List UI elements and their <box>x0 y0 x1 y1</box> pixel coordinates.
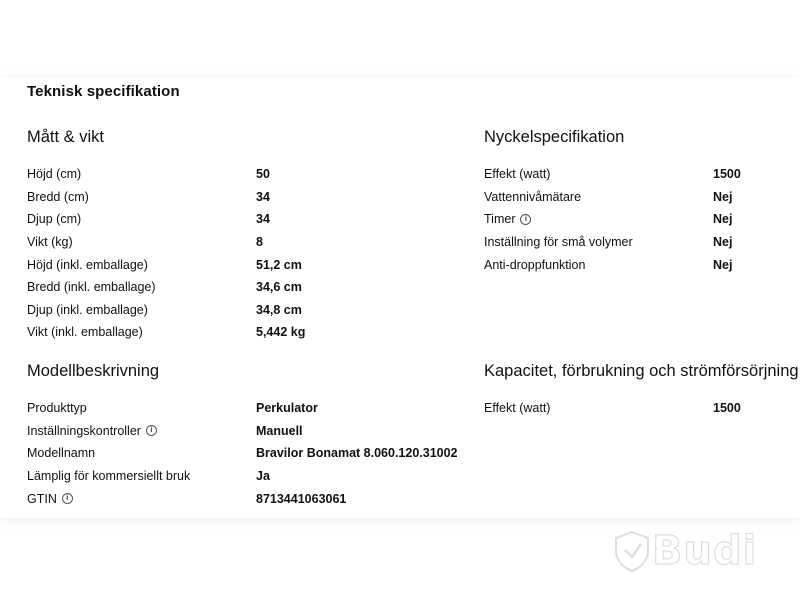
section-heading: Kapacitet, förbrukning och strömförsörjning <box>484 362 799 380</box>
spec-value: Nej <box>713 189 733 204</box>
shield-logo-icon <box>612 529 652 573</box>
spec-value: 1500 <box>713 401 741 416</box>
spec-row <box>484 397 799 420</box>
spec-value: Nej <box>713 212 733 227</box>
spec-label-text: Djup (inkl. emballage) <box>27 302 148 317</box>
spec-label-text: GTIN <box>27 491 57 506</box>
spec-value: Ja <box>256 469 270 484</box>
section-matt-vikt <box>27 127 305 344</box>
spec-label-text: Inställningskontroller <box>27 423 141 438</box>
spec-label <box>484 258 713 272</box>
spec-label <box>27 190 256 204</box>
spec-value: Perkulator <box>256 401 318 416</box>
section-heading: Mått & vikt <box>27 128 105 146</box>
spec-value: 1500 <box>713 167 741 182</box>
spec-row <box>27 208 305 231</box>
spec-row <box>27 231 305 254</box>
spec-row <box>27 420 458 443</box>
spec-row <box>27 299 305 322</box>
spec-label-text: Vikt (inkl. emballage) <box>27 325 143 340</box>
spec-row <box>27 487 458 510</box>
section-modellbeskrivning <box>27 361 458 510</box>
spec-row <box>27 163 305 186</box>
spec-label-text: Produkttyp <box>27 401 87 416</box>
spec-label <box>27 167 256 181</box>
spec-list <box>27 397 458 510</box>
info-icon[interactable]: i <box>520 214 531 225</box>
spec-value: 34,6 cm <box>256 280 302 295</box>
spec-label-text: Bredd (inkl. emballage) <box>27 280 156 295</box>
spec-label-text: Lämplig för kommersiellt bruk <box>27 469 191 484</box>
spec-row <box>484 163 741 186</box>
spec-row <box>27 276 305 299</box>
spec-value: Nej <box>713 257 733 272</box>
spec-row <box>27 397 458 420</box>
section-heading: Modellbeskrivning <box>27 362 160 380</box>
page-title: Teknisk specifikation <box>27 83 180 100</box>
spec-row <box>27 321 305 344</box>
spec-label-text: Modellnamn <box>27 446 96 461</box>
spec-label <box>27 303 256 317</box>
spec-label <box>27 325 256 339</box>
spec-label <box>27 492 256 506</box>
watermark-text: Budi <box>652 528 758 574</box>
spec-label <box>484 235 713 249</box>
spec-label <box>484 167 713 181</box>
spec-value: 34,8 cm <box>256 302 302 317</box>
top-band <box>0 0 800 78</box>
spec-row <box>484 231 741 254</box>
spec-value: 50 <box>256 167 270 182</box>
info-icon[interactable]: i <box>146 425 157 436</box>
spec-row <box>484 208 741 231</box>
spec-label <box>27 212 256 226</box>
info-icon[interactable]: i <box>62 493 73 504</box>
spec-row <box>27 465 458 488</box>
spec-label-text: Timer <box>484 212 516 227</box>
spec-label <box>27 258 256 272</box>
spec-value: 8 <box>256 235 263 250</box>
spec-list <box>27 163 305 344</box>
spec-label-text: Höjd (inkl. emballage) <box>27 257 148 272</box>
spec-value: Bravilor Bonamat 8.060.120.31002 <box>256 446 458 461</box>
spec-value: 5,442 kg <box>256 325 306 340</box>
spec-label <box>27 424 256 438</box>
section-nyckelspecifikation <box>484 127 741 276</box>
section-heading: Nyckelspecifikation <box>484 128 625 146</box>
spec-value: 34 <box>256 189 270 204</box>
spec-label-text: Bredd (cm) <box>27 189 89 204</box>
spec-label <box>484 212 713 226</box>
spec-label <box>27 235 256 249</box>
watermark <box>612 528 757 574</box>
spec-label <box>27 401 256 415</box>
spec-list <box>484 397 799 420</box>
spec-row <box>484 186 741 209</box>
spec-label-text: Vattennivåmätare <box>484 189 582 204</box>
spec-label <box>484 190 713 204</box>
spec-label <box>27 280 256 294</box>
spec-label-text: Höjd (cm) <box>27 167 82 182</box>
spec-value: Manuell <box>256 423 303 438</box>
spec-label <box>484 401 713 415</box>
spec-value: 51,2 cm <box>256 257 302 272</box>
section-kapacitet <box>484 361 799 420</box>
spec-row <box>27 186 305 209</box>
spec-value: 8713441063061 <box>256 491 347 506</box>
spec-row <box>27 442 458 465</box>
spec-label <box>27 446 256 460</box>
spec-label <box>27 469 256 483</box>
spec-row <box>27 253 305 276</box>
spec-label-text: Effekt (watt) <box>484 167 551 182</box>
spec-row <box>484 253 741 276</box>
spec-label-text: Anti-droppfunktion <box>484 257 586 272</box>
spec-label-text: Djup (cm) <box>27 212 82 227</box>
spec-value: 34 <box>256 212 270 227</box>
spec-list <box>484 163 741 276</box>
spec-label-text: Vikt (kg) <box>27 235 73 250</box>
spec-label-text: Inställning för små volymer <box>484 235 633 250</box>
spec-label-text: Effekt (watt) <box>484 401 551 416</box>
spec-value: Nej <box>713 235 733 250</box>
